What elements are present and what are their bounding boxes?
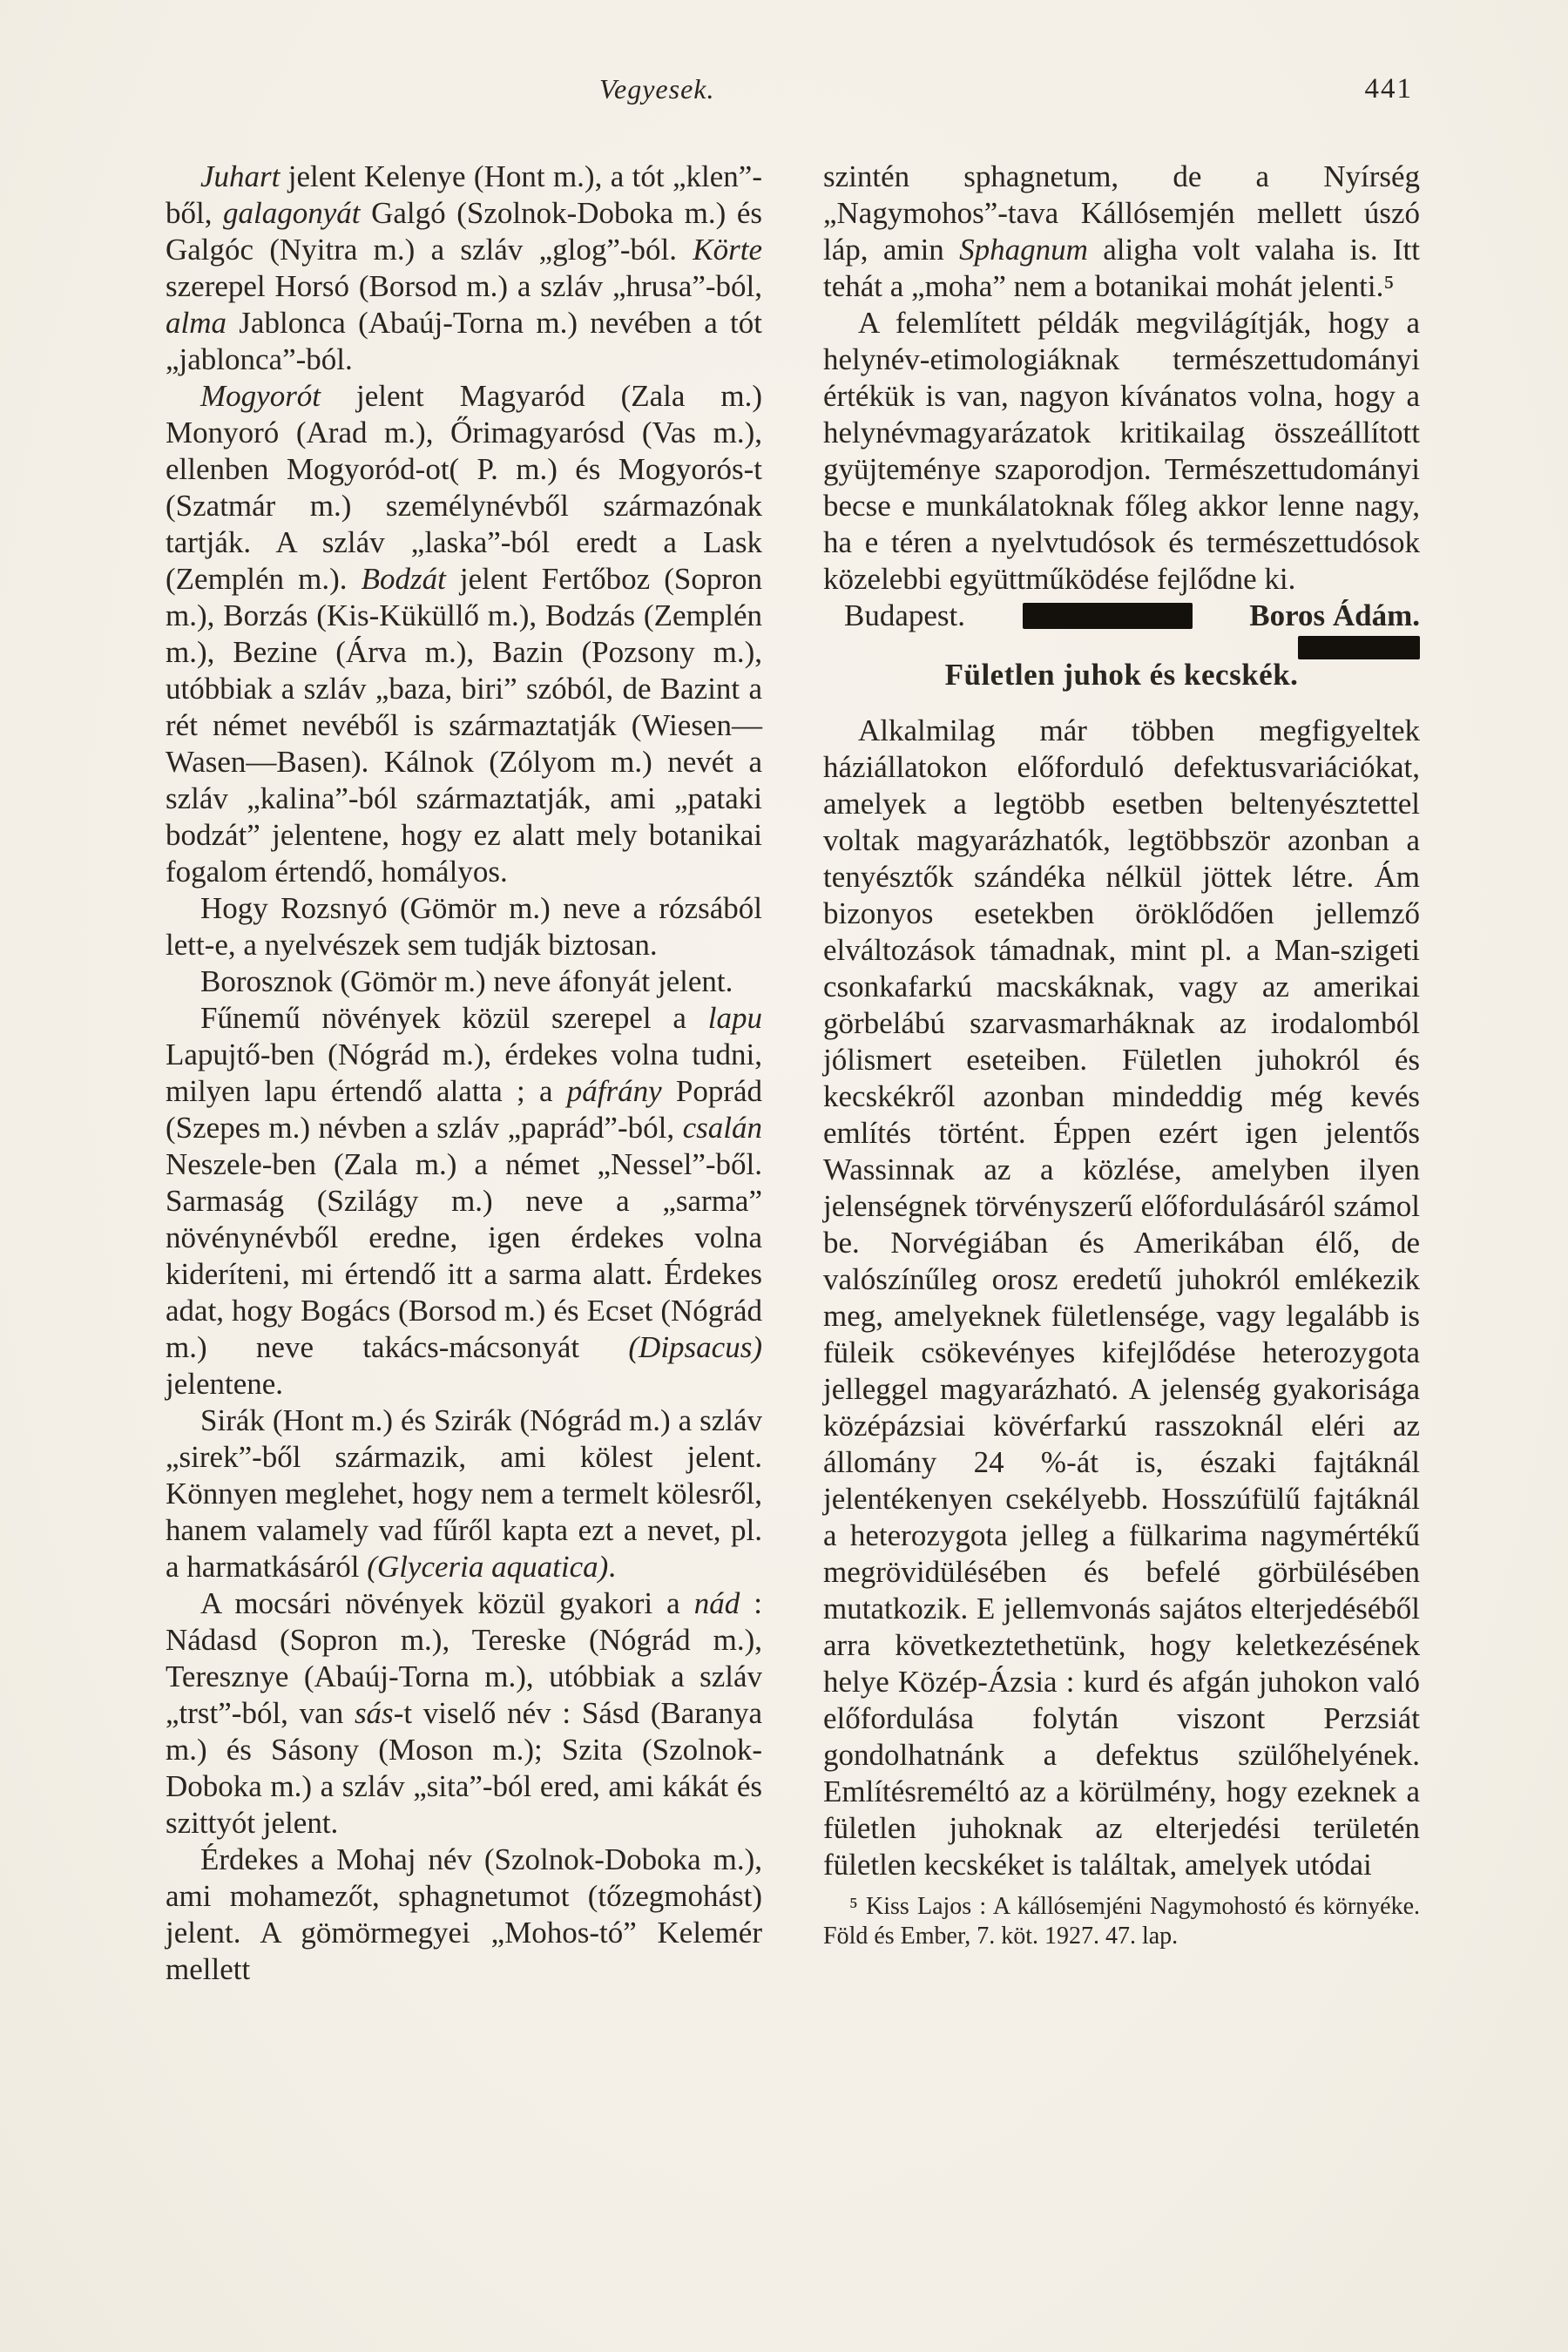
paragraph: Sirák (Hont m.) és Szirák (Nógrád m.) a szláv „sirek”-ből származik, ami kölest jelent. Könnyen meglehet, hogy nem a termelt kölesről, hanem valamely vad fűről kapta ezt a nevet, pl. a harmatkásáról (Glyceria aquatica). [166,1403,762,1584]
ink-mark-small [1298,636,1420,659]
ink-redaction-mark [1023,603,1193,629]
paragraph: A felemlített példák megvilágítják, hogy a helynév-etimologiáknak természettudományi értékük is van, nagyon kívánatos volna, hogy a helynévmagyarázatok kritikailag összeállított gyüjteménye szaporodjon. Természettudományi becse e munkálatoknak főleg akkor lenne nagy, ha e téren a nyelvtudósok és természettudósok közelebbi együttműködése fejlődne ki. [823,306,1420,596]
footnote: ⁵ Kiss Lajos : A kállósemjéni Nagymohostó és környéke. Föld és Ember, 7. köt. 1927. 47. lap. [823,1893,1420,1950]
page-header [166,73,1420,112]
two-column-body [166,159,1420,1988]
paragraph: Fűnemű növények közül szerepel a lapu Lapujtő-ben (Nógrád m.), érdekes volna tudni, milyen lapu értendő alatta ; a páfrány Poprád (Szepes m.) névben a szláv „paprád”-ból, csalán Neszele-ben (Zala m.) a német „Nessel”-ből. Sarmaság (Szilágy m.) neve a „sarma” növénynévből eredne, igen érdekes volna kideríteni, mi értendő itt a sarma alatt. Érdekes adat, hogy Bogács (Borsod m.) és Ecset (Nógrád m.) neve takács-mácsonyát (Dipsacus) jelentene. [166,1001,763,1401]
paragraph: szintén sphagnetum, de a Nyírség „Nagymohos”-tava Kállósemjén mellett úszó láp, amin Sphagnum aligha volt valaha is. Itt tehát a „moha” nem a botanikai mohát jelenti.⁵ [823,159,1420,303]
signature-author: Boros Ádám. [1249,598,1420,632]
paragraph: Hogy Rozsnyó (Gömör m.) neve a rózsából lett-e, a nyelvészek sem tudják biztosan. [166,891,762,962]
paragraph: Mogyorót jelent Magyaród (Zala m.) Monyoró (Arad m.), Őrimagyarósd (Vas m.), ellenben Mogyoród-ot( P. m.) és Mogyorós-t (Szatmár m.) személynévből származónak tartják. A szláv „laska”-ból eredt a Lask (Zemplén m.). Bodzát jelent Fertőboz (Sopron m.), Borzás (Kis-Küküllő m.), Bodzás (Zemplén m.), Bezine (Árva m.), Bazin (Pozsony m.), utóbbiak a szláv „baza, biri” szóból, de Bazint a rét német nevéből is származtatják (Wiesen—Wasen—Basen). Kálnok (Zólyom m.) nevét a szláv „kalina”-ból származtatják, ami „pataki bodzát” jelentene, hogy ez alatt mely botanikai fogalom értendő, homályos. [166,379,762,889]
paragraph: Alkalmilag már többen megfigyeltek háziállatokon előforduló defektusvariációkat, amelyek a legtöbb esetben beltenyésztettel voltak magyarázhatók, legtöbbször azonban a tenyésztők szándéka nélkül jöttek létre. Ám bizonyos esetekben öröklődően jellemző elváltozások támadnak, mint pl. a Man-szigeti csonkafarkú macskáknak, vagy az amerikai görbelábú szarvasmarháknak az irodalomból jólismert eseteiben. Fületlen juhokról és kecskékről azonban mindeddig még kevés említés történt. Éppen ezért igen jelentős Wassinnak az a közlése, amelyben ilyen jelenségnek törvényszerű előfordulásáról számol be. Norvégiában és Amerikában élő, de valószínűleg orosz eredetű juhokról emlékezik meg, amelyeknek fületlensége, vagy legalább is füleik csökevényes kifejlődése heterozygota jelleggel magyarázható. A jelenség gyakorisága középázsiai kövérfarkú rasszoknál eléri az állomány 24 %-át is, északi fajtáknál jelentékenyen csekélyebb. Hosszúfülű fajtáknál a heterozygota jelleg a fülkarima nagymértékű megrövidülésében és befelé görbülésében mutatkozik. E jellemvonás sajátos elterjedéséből arra következtethetünk, hogy keletkezésének helye Közép-Ázsia : kurd és afgán juhokon való előfordulása folytán viszont Perzsiát gondolhatnánk a defektus szülőhelyének. Említésreméltó az a körülmény, hogy ezeknek a fületlen juhoknak az elterjedési területén fületlen kecskéket is találtak, amelyek utódai [823,713,1420,1882]
paragraph: Juhart jelent Kelenye (Hont m.), a tót „klen”-ből, galagonyát Galgó (Szolnok-Doboka m.) és Galgóc (Nyitra m.) a szláv „glog”-ból. Körte szerepel Horsó (Borsod m.) a szláv „hrusa”-ból, alma Jablonca (Abaúj-Torna m.) nevében a tót „jablonca”-ból. [166,159,762,376]
paragraph: A mocsári növények közül gyakori a nád : Nádasd (Sopron m.), Tereske (Nógrád m.), Teresznye (Abaúj-Torna m.), utóbbiak a szláv „trst”-ból, van sás-t viselő név : Sásd (Baranya m.) és Sásony (Moson m.); Szita (Szolnok-Doboka m.) a szláv „sita”-ból ered, ami kákát és szittyót jelent. [166,1586,762,1840]
right-column [823,159,1420,1988]
signature-place: Budapest. [844,598,966,632]
paragraph: Borosznok (Gömör m.) neve áfonyát jelent. [200,964,733,998]
section-heading: Fületlen juhok és kecskék. [944,658,1299,692]
page-number: 441 [1364,73,1413,105]
running-title: Vegyesek. [599,73,715,105]
left-column [166,159,762,1988]
paragraph: Érdekes a Mohaj név (Szolnok-Doboka m.), ami mohamezőt, sphagnetumot (tőzegmohást) jelent. A gömörmegyei „Mohos-tó” Kelemér mellett [166,1842,762,1986]
signature-line [823,598,1420,634]
